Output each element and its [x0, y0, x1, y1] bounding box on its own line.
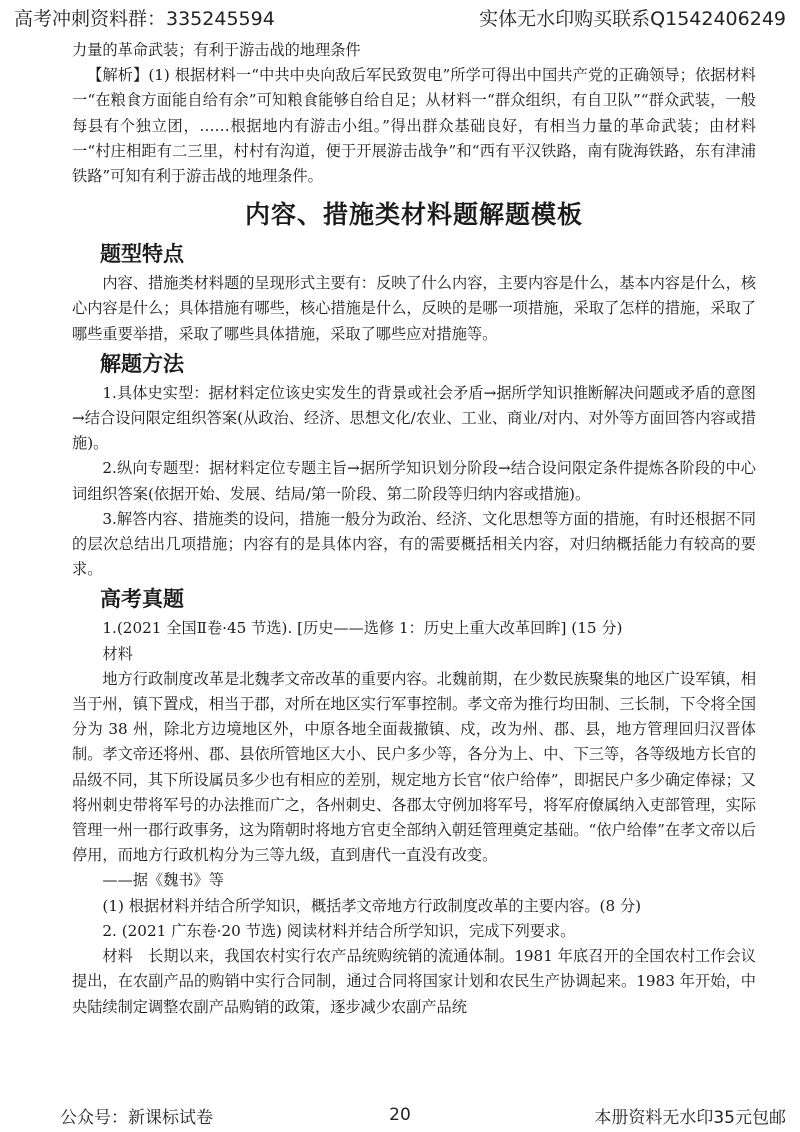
question-1-source: ——据《魏书》等 [102, 871, 224, 890]
method-1: 1.具体史实型：据材料定位该史实发生的背景或社会矛盾→据所学知识推断解决问题或矛盾的意图→结合设问限定组织答案(从政治、经济、思想文化/农业、工业、商业/对内、对外等方面回答内容或措施)。 [72, 383, 756, 453]
header-group-info: 高考冲刺资料群：335245594 [14, 7, 275, 30]
footer-price-info: 本册资料无水印35元包邮 [594, 1107, 786, 1128]
method-2: 2.纵向专题型：据材料定位专题主旨→据所学知识划分阶段→结合设问限定条件提炼各阶段的中心词组织答案(依据开始、发展、结局/第一阶段、第二阶段等归纳内容或措施)。 [72, 459, 756, 503]
page-footer [0, 1098, 800, 1132]
previous-answer-tail: 力量的革命武装；有利于游击战的地理条件 [72, 41, 361, 59]
header-purchase-info: 实体无水印购买联系Q1542406249 [479, 7, 786, 30]
material-label: 材料 [102, 644, 133, 663]
features-paragraph: 内容、措施类材料题的呈现形式主要有：反映了什么内容，主要内容是什么，基本内容是什么，核心内容是什么；具体措施有哪些，核心措施是什么，反映的是哪一项措施，采取了怎样的措施，采取了哪些重要举措，采取了哪些具体措施，采取了哪些应对措施等。 [72, 274, 756, 343]
question-2-material: 材料 长期以来，我国农村实行农产品统购统销的流通体制。1981 年底召开的全国农村工作会议提出，在农副产品的购销中实行合同制，通过合同将国家计划和农民生产协调起来。1983 年开始，中央陆续制定调整农副产品购销的政策，逐步减少农副产品统 [72, 947, 756, 1016]
question-1-heading: 1.(2021 全国Ⅱ卷·45 节选). [历史——选修 1：历史上重大改革回眸] (15 分) [102, 619, 623, 638]
question-1-material: 地方行政制度改革是北魏孝文帝改革的重要内容。北魏前期，在少数民族聚集的地区广设军镇，相当于州，镇下置戍，相当于郡，对所在地区实行军事控制。孝文帝为推行均田制、三长制，下令将全国分为 38 州，除北方边境地区外，中原各地全面裁撤镇、戍，改为州、郡、县，地方管理回归汉晋体制。孝文帝还将州、郡、县依所管地区大小、民户多少等，各分为上、中、下三等，各等级地方长官的品级不同，其下所设属员多少也有相应的差别，规定地方长官“依户给俸”，即据民户多少确定俸禄；又将州刺史带将军号的办法推而广之，各州刺史、各郡太守例加将军号，将军府僚属纳入吏部管理，实际管理一州一郡行政事务，这为隋朝时将地方官吏全部纳入朝廷管理奠定基础。“依户给俸”在孝文帝以后停用，而地方行政机构分为三等九级，直到唐代一直没有改变。 [72, 669, 756, 865]
section-title-features: 题型特点 [100, 242, 184, 267]
page-content [72, 38, 756, 1020]
page-number: 20 [389, 1105, 411, 1125]
page-header [0, 0, 800, 34]
method-3: 3.解答内容、措施类的设问，措施一般分为政治、经济、文化思想等方面的措施，有时还根据不同的层次总结出几项措施；内容有的是具体内容，有的需要概括相关内容，对归纳概括能力有较高的要求。 [72, 509, 756, 579]
section-title-methods: 解题方法 [100, 351, 184, 376]
analysis-paragraph: 【解析】(1) 根据材料一“中共中央向敌后军民致贺电”所学可得出中国共产党的正确领导；依据材料一“在粮食方面能自给有余”可知粮食能够自给自足；从材料一“群众组织，有自卫队”“群众武装，一般每县有个独立团，……根据地内有游击小组。”得出群众基础良好，有相当力量的革命武装；由材料一“村庄相距有二三里，村村有沟道，便于开展游击战争”和“西有平汉铁路，南有陇海铁路，东有津浦铁路”可知有利于游击战的地理条件。 [72, 66, 756, 186]
question-1-prompt: (1) 根据材料并结合所学知识，概括孝文帝地方行政制度改革的主要内容。(8 分) [102, 896, 642, 915]
footer-wechat: 公众号：新课标试卷 [60, 1107, 213, 1128]
main-title: 内容、措施类材料题解题模板 [244, 200, 583, 230]
question-2-heading: 2. (2021 广东卷·20 节选) 阅读材料并结合所学知识，完成下列要求。 [102, 921, 576, 940]
section-title-exam-questions: 高考真题 [100, 587, 184, 612]
